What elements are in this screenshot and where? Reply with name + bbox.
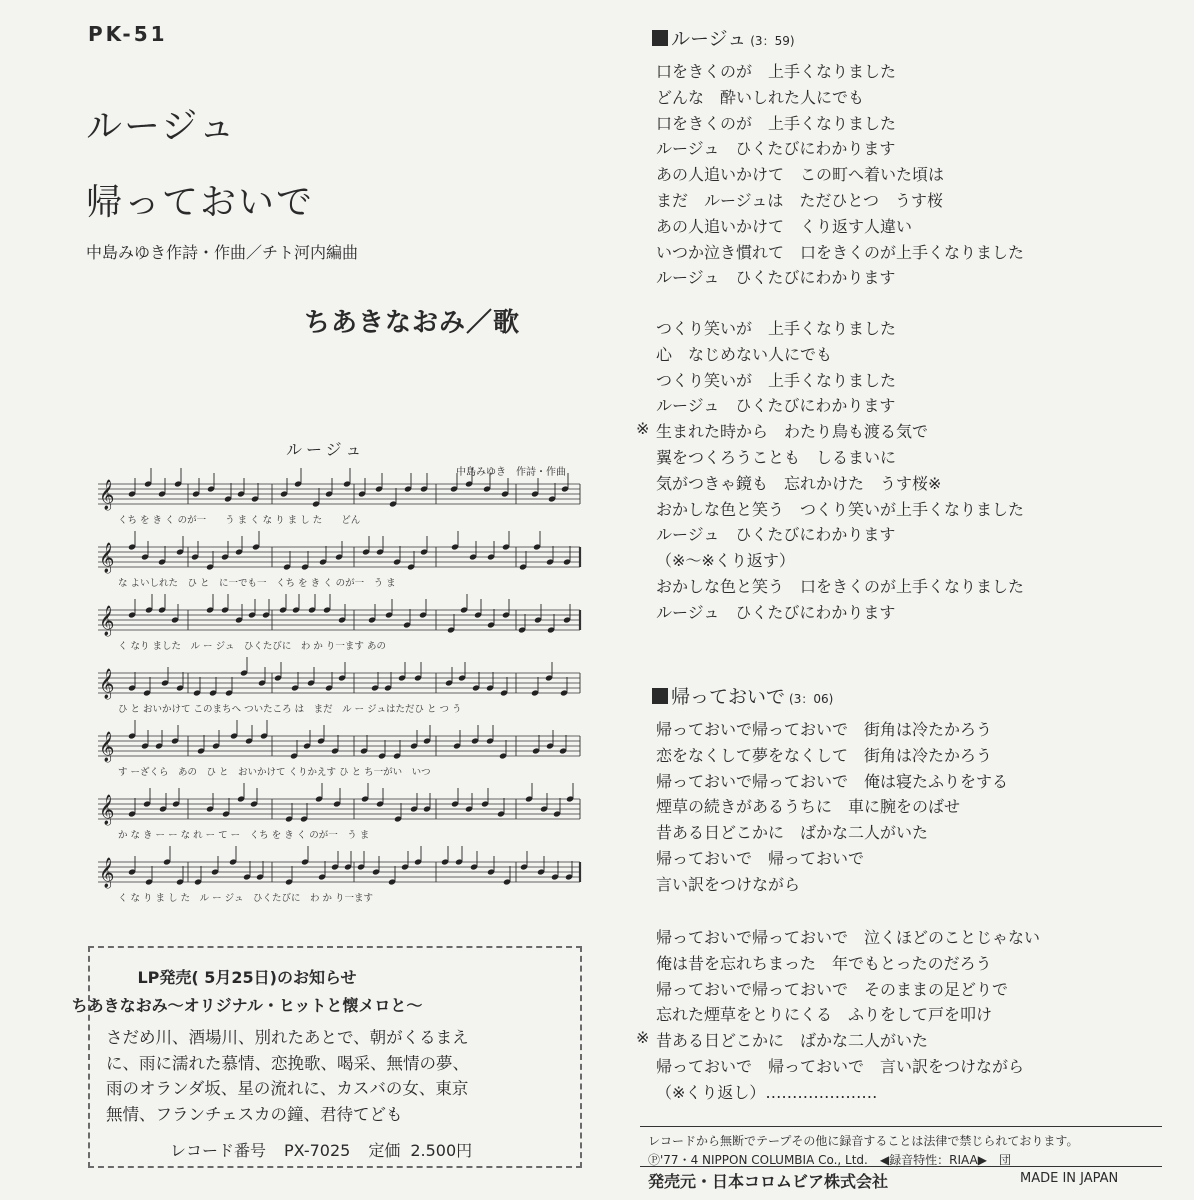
song1-duration: (3：59)	[750, 34, 795, 48]
lyric-syllables: く な り ま し た ル ー ジュ ひくたびに わ か り一ます	[118, 893, 373, 904]
copyright-notice: レコードから無断でテープその他に録音することは法律で禁じられております。	[648, 1134, 1079, 1148]
lyric-line: 心 なじめない人にでも	[656, 344, 833, 364]
lp-track-line: 無情、フランチェスカの鐘、君待てども	[106, 1104, 403, 1124]
lyric-line: ルージュ ひくたびにわかります	[656, 396, 896, 416]
lyric-line: ルージュ ひくたびにわかります	[656, 139, 896, 159]
treble-clef-icon: 𝄞	[99, 858, 115, 888]
lyric-line: 昔ある日どこかに ばかな二人がいた	[656, 1031, 929, 1051]
treble-clef-icon: 𝄞	[99, 543, 115, 573]
lyric-line: 生まれた時から わたり鳥も渡る気で	[656, 422, 929, 442]
song2-verse1	[656, 717, 1008, 898]
lyric-line: まだ ルージュは ただひとつ うす桜	[656, 190, 944, 210]
songwriter-credits: 中島みゆき作詩・作曲／チト河内編曲	[86, 243, 359, 262]
title-a-side: ルージュ	[86, 106, 237, 147]
square-bullet-icon	[652, 30, 668, 46]
singer-credit: ちあきなおみ／歌	[304, 308, 521, 338]
lyric-line: つくり笑いが 上手くなりました	[656, 319, 897, 338]
score-credit: 中島みゆき 作詩・作曲	[456, 467, 566, 478]
lyric-line: 帰っておいで帰っておいで そのままの足どりで	[656, 979, 1009, 999]
lyric-line: （※〜※くり返す）	[656, 551, 795, 571]
lyric-line: ルージュ ひくたびにわかります	[656, 525, 896, 545]
lyric-line: いつか泣き慣れて 口をきくのが上手くなりました	[656, 242, 1025, 262]
lyric-line: 帰っておいで帰っておいで 俺は寝たふりをする	[656, 771, 1009, 791]
lyric-line: あの人追いかけて この町へ着いた頃は	[656, 165, 945, 185]
record-number: PX-7025	[284, 1141, 351, 1160]
lyric-line: 帰っておいで帰っておいで 街角は冷たかろう	[656, 720, 993, 739]
lyric-line: つくり笑いが 上手くなりました	[656, 370, 897, 390]
lyric-line: 気がつきゃ鏡も 忘れかけた うす桜※	[656, 473, 942, 493]
lyric-line: おかしな色と笑う 口をきくのが上手くなりました	[656, 576, 1025, 596]
repeat-mark: ※	[636, 419, 650, 438]
lyric-line: 帰っておいで 帰っておいで 言い訳をつけながら	[656, 1056, 1025, 1076]
lyric-line: 言い訳をつけながら	[656, 874, 801, 894]
lyric-line: 帰っておいで帰っておいで 泣くほどのことじゃない	[656, 928, 1041, 947]
lyric-line: 翼をつくろうことも しるまいに	[656, 447, 897, 467]
lyric-line: おかしな色と笑う つくり笑いが上手くなりました	[656, 499, 1025, 519]
song2-verse2	[656, 925, 1040, 1106]
publisher: 発売元・日本コロムビア株式会社	[648, 1172, 889, 1191]
lyric-line: 口をきくのが 上手くなりました	[656, 62, 897, 81]
lp-record-info	[170, 1138, 472, 1161]
lp-track-line: 雨のオランダ坂、星の流れに、カスバの女、東京	[106, 1079, 469, 1098]
footer-rule	[640, 1166, 1162, 1167]
lyric-line: ルージュ ひくたびにわかります	[656, 268, 896, 288]
footer-rule	[640, 1126, 1162, 1127]
treble-clef-icon: 𝄞	[99, 669, 115, 699]
lp-track-line: さだめ川、酒場川、別れたあとで、朝がくるまえ	[106, 1028, 469, 1047]
lyric-line: ルージュ ひくたびにわかります	[656, 602, 896, 622]
lyric-line: 口をきくのが 上手くなりました	[656, 113, 897, 133]
made-in-japan: MADE IN JAPAN	[1020, 1171, 1119, 1186]
title-b-side: 帰っておいで	[86, 182, 315, 223]
lyric-line: どんな 酔いしれた人にでも	[656, 87, 865, 107]
repeat-mark: ※	[636, 1028, 650, 1047]
lyric-line: 帰っておいで 帰っておいで	[656, 848, 865, 868]
lp-notice-subtitle: ちあきなおみ〜オリジナル・ヒットと懐メロと〜	[71, 996, 423, 1015]
price: 2.500円	[410, 1141, 473, 1160]
song1-verse1	[656, 59, 1024, 291]
lyric-line: 恋をなくして夢をなくして 街角は冷たかろう	[656, 745, 993, 765]
song1-verse2	[656, 316, 1024, 626]
lyric-line: 煙草の続きがあるうちに 車に腕をのばせ	[656, 797, 961, 817]
lp-tracklist	[106, 1025, 576, 1127]
record-number-label: レコード番号	[170, 1141, 267, 1160]
song1-title: ルージュ	[671, 28, 747, 50]
treble-clef-icon: 𝄞	[99, 606, 115, 636]
score-title: ルージュ	[286, 440, 366, 459]
song2-heading	[652, 682, 833, 709]
sheet-music	[92, 432, 586, 932]
treble-clef-icon: 𝄞	[99, 732, 115, 762]
lyric-syllables: な よいしれた ひ と に一でも一 くち を き く のが一 う ま	[118, 578, 396, 589]
copyright-label: Ⓟ'77・4 NIPPON COLUMBIA Co., Ltd.	[648, 1153, 868, 1167]
lyric-line: （※くり返し）…………………	[656, 1082, 878, 1102]
lp-notice-title: LP発売( 5月25日)のお知らせ	[137, 968, 357, 987]
song2-title: 帰っておいで	[671, 686, 786, 708]
lp-track-line: に、雨に濡れた慕情、恋挽歌、喝采、無情の夢、	[106, 1053, 469, 1073]
lyric-syllables: くち を き く のが一 う ま く な り ま し た どん	[118, 515, 361, 526]
treble-clef-icon: 𝄞	[99, 480, 115, 510]
price-label: 定価	[368, 1141, 401, 1160]
catalog-number: PK-51	[88, 22, 168, 46]
lyric-line: 昔ある日どこかに ばかな二人がいた	[656, 823, 929, 843]
song2-duration: (3：06)	[789, 692, 834, 706]
lyric-line: 忘れた煙草をとりにくる ふりをして戸を叩け	[656, 1005, 993, 1025]
lyric-syllables: ひ と おいかけて このまちへ ついたころ は まだ ル ー ジュはただひ と つ う	[118, 704, 462, 715]
riaa-label: ◀録音特性：RIAA▶ 団	[879, 1153, 1011, 1167]
song1-heading	[652, 24, 795, 51]
square-bullet-icon	[652, 688, 668, 704]
lyric-syllables: す ーざくら あの ひ と おいかけて くりかえす ひ と ち一がい いつ	[118, 767, 431, 778]
lyric-line: 俺は昔を忘れちまった 年でもとったのだろう	[656, 953, 992, 973]
lyric-line: あの人追いかけて くり返す人違い	[656, 216, 913, 236]
lyric-syllables: か な き ー ー な れ ー て ー くち を き く のが一 う ま	[118, 830, 370, 841]
treble-clef-icon: 𝄞	[99, 795, 115, 825]
lyric-syllables: く なり ました ル ー ジュ ひくたびに わ か り一ます あの	[118, 641, 386, 652]
